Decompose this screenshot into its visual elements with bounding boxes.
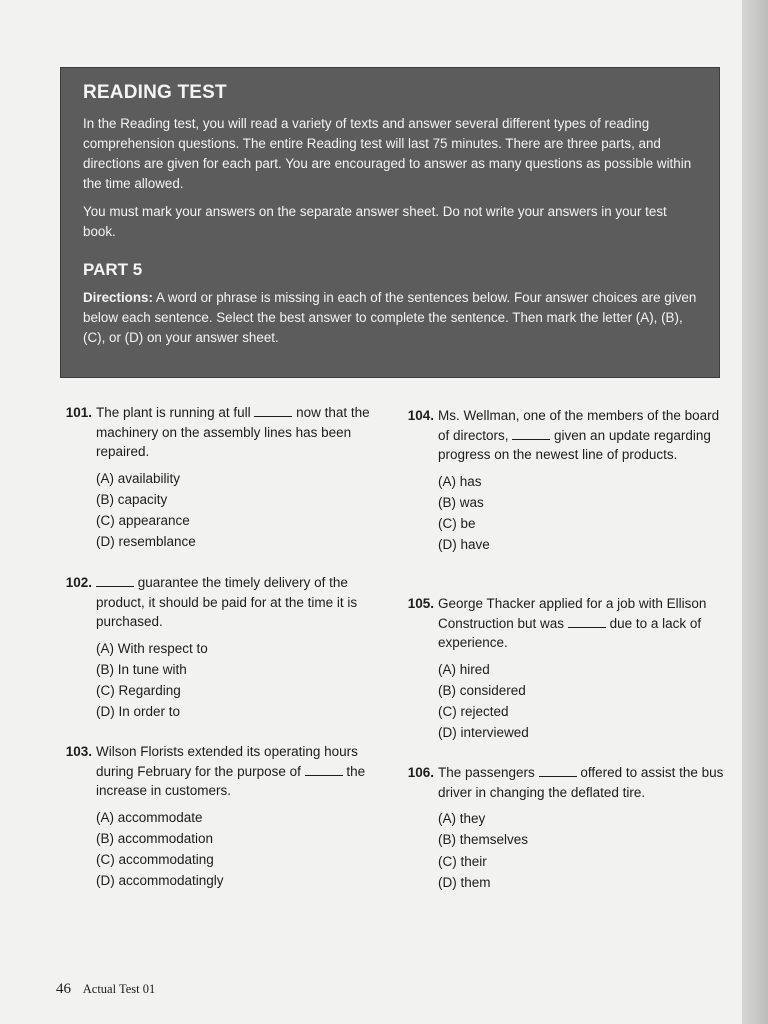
option-b[interactable]: (B) was — [438, 494, 484, 510]
page-edge — [742, 0, 768, 1024]
option-b[interactable]: (B) accommodation — [96, 830, 214, 846]
question-text: Wilson Florists extended its operating hours during February for the purpose of the increase in customers. — [96, 744, 366, 798]
answer-blank — [96, 574, 134, 587]
question-105 — [390, 594, 728, 744]
test-title: Actual Test 01 — [82, 982, 156, 996]
option-b[interactable]: (B) considered — [438, 682, 526, 698]
question-101 — [48, 403, 378, 553]
question-text: George Thacker applied for a job with Ellison Construction but was due to a lack of experience. — [438, 596, 707, 650]
option-a[interactable]: (A) With respect to — [96, 640, 208, 656]
option-d[interactable]: (D) them — [438, 874, 491, 890]
answer-blank — [568, 615, 606, 628]
question-number: 103. — [65, 744, 92, 759]
option-a[interactable]: (A) hired — [438, 661, 490, 677]
option-a[interactable]: (A) they — [438, 811, 486, 826]
option-a[interactable]: (A) has — [438, 473, 482, 489]
option-d[interactable]: (D) interviewed — [438, 725, 529, 741]
question-number: 101. — [65, 405, 92, 420]
option-b[interactable]: (B) In tune with — [96, 661, 187, 677]
option-c[interactable]: (C) accommodating — [96, 852, 214, 868]
question-number: 104. — [407, 408, 434, 423]
part-title: PART 5 — [83, 260, 143, 279]
answer-blank — [512, 427, 550, 440]
question-number: 106. — [407, 765, 434, 780]
question-106 — [390, 763, 728, 893]
directions-label: Directions: — [83, 290, 153, 305]
option-c[interactable]: (C) rejected — [438, 704, 509, 720]
option-b[interactable]: (B) themselves — [438, 832, 529, 848]
question-104 — [390, 406, 728, 556]
directions-text: A word or phrase is missing in each of the sentences below. Four answer choices are given below each sentence. Select the best answer to complete the sentence. Then mark the letter (A), (B), (C), or (D) on your answer sheet. — [83, 290, 697, 345]
option-d[interactable]: (D) In order to — [96, 704, 181, 720]
page-number: 46 — [56, 981, 71, 997]
answer-blank — [254, 404, 292, 417]
question-number: 102. — [65, 575, 92, 590]
option-c[interactable]: (C) their — [438, 853, 487, 869]
question-text: guarantee the timely delivery of the product, it should be paid for at the time it is purchased. — [96, 575, 358, 629]
question-103 — [48, 742, 378, 892]
question-text: The plant is running at full now that the machinery on the assembly lines has been repaired. — [96, 405, 370, 459]
option-c[interactable]: (C) Regarding — [96, 683, 181, 699]
option-a[interactable]: (A) availability — [96, 470, 181, 486]
option-d[interactable]: (D) resemblance — [96, 534, 196, 550]
reading-test-instructions — [60, 67, 720, 378]
option-c[interactable]: (C) be — [438, 516, 476, 532]
directions — [83, 288, 699, 348]
page-footer — [56, 981, 155, 998]
intro-paragraph-1: In the Reading test, you will read a variety of texts and answer several different types of reading comprehension questions. The entire Reading test will last 75 minutes. There are three parts, and directions are given for each part. You are encouraged to answer as many questions as possible within the time allowed. — [83, 116, 692, 191]
section-title: READING TEST — [83, 82, 227, 103]
question-102 — [48, 573, 378, 723]
question-text: The passengers offered to assist the bus driver in changing the deflated tire. — [438, 765, 724, 800]
answer-blank — [305, 763, 343, 776]
question-number: 105. — [407, 596, 434, 611]
intro-paragraph-2: You must mark your answers on the separate answer sheet. Do not write your answers in your test book. — [83, 204, 667, 239]
option-b[interactable]: (B) capacity — [96, 491, 168, 507]
option-d[interactable]: (D) have — [438, 537, 490, 553]
option-d[interactable]: (D) accommodatingly — [96, 873, 224, 889]
option-a[interactable]: (A) accommodate — [96, 809, 203, 825]
question-text: Ms. Wellman, one of the members of the board of directors, given an update regarding progress on the newest line of products. — [438, 408, 720, 462]
option-c[interactable]: (C) appearance — [96, 513, 190, 529]
answer-blank — [539, 764, 577, 777]
